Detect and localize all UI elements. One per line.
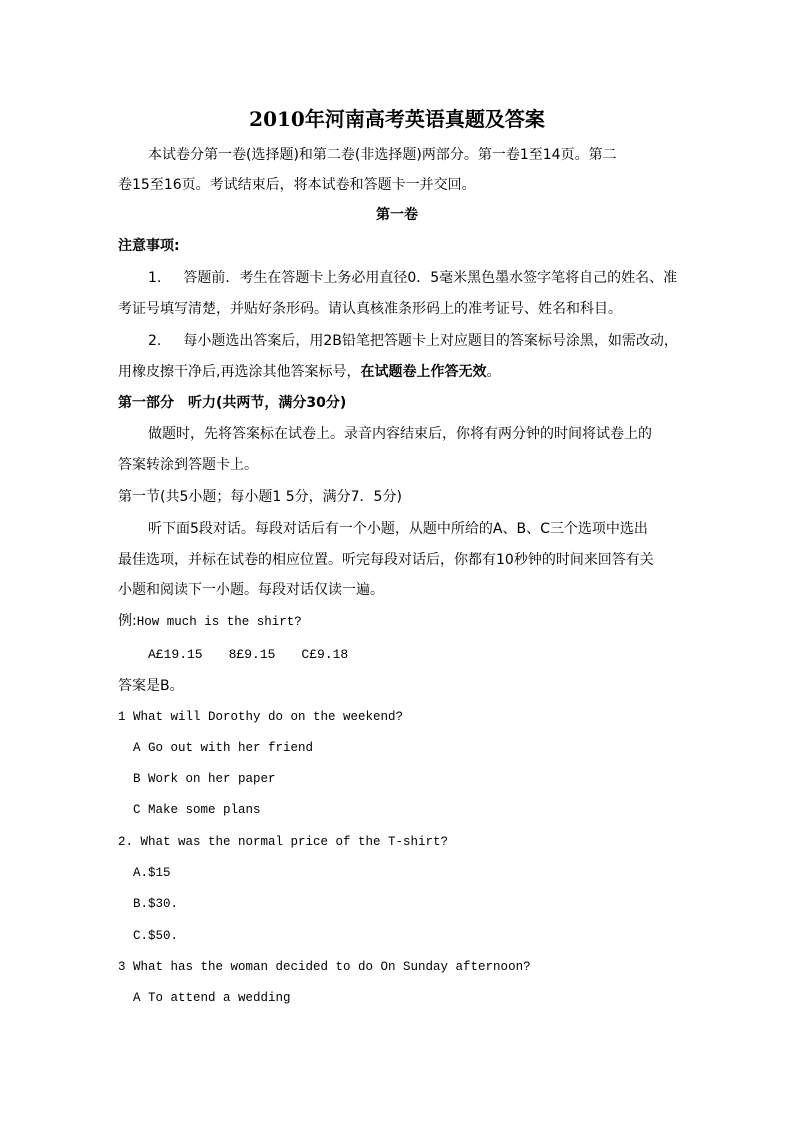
page-title: 2010年河南高考英语真题及答案 <box>249 107 545 131</box>
notice-text: 用橡皮擦干净后,再选涂其他答案标号， <box>118 364 361 380</box>
example-option: A£19.15 <box>148 647 203 662</box>
option: A.$15 <box>133 866 171 880</box>
example-text: How much is the shirt? <box>136 615 302 629</box>
notice-number: 2. <box>148 333 162 349</box>
question-1: 1 What will Dorothy do on the weekend? <box>118 710 404 724</box>
notice-text: 考证号填写清楚，并贴好条形码。请认真核准条形码上的准考证号、姓名和科目。 <box>118 301 622 317</box>
section1-intro: 最佳选项，并标在试卷的相应位置。听完每段对话后，你都有10秒钟的时间来回答有关 <box>118 552 654 568</box>
part1-heading: 第一部分 听力(共两节，满分30分) <box>118 395 347 411</box>
notice-heading: 注意事项: <box>118 238 180 254</box>
example-answer: 答案是B。 <box>118 678 184 694</box>
example-label: 例: <box>118 613 137 629</box>
example-question <box>118 612 302 631</box>
option: C Make some plans <box>133 803 261 817</box>
part1-intro: 答案转涂到答题卡上。 <box>118 457 258 473</box>
intro-line: 卷15至16页。考试结束后，将本试卷和答题卡一并交回。 <box>118 177 476 193</box>
option: B.$30. <box>133 897 179 911</box>
option: A To attend a wedding <box>133 991 291 1005</box>
question-3: 3 What has the woman decided to do On Sunday afternoon? <box>118 960 531 974</box>
example-options <box>148 646 374 664</box>
notice-item-2 <box>148 332 678 350</box>
part1-intro: 做题时，先将答案标在试卷上。录音内容结束后，你将有两分钟的时间将试卷上的 <box>148 426 652 442</box>
notice-text: 每小题选出答案后，用2B铅笔把答题卡上对应题目的答案标号涂黑，如需改动， <box>183 333 678 349</box>
notice-item-1 <box>148 269 677 287</box>
option: B Work on her paper <box>133 772 276 786</box>
option: A Go out with her friend <box>133 741 314 755</box>
example-option: C£9.18 <box>301 647 349 662</box>
section1-intro: 听下面5段对话。每段对话后有一个小题，从题中所给的A、B、C三个选项中选出 <box>148 521 648 537</box>
example-option: 8£9.15 <box>228 647 276 662</box>
notice-text: 答题前．考生在答题卡上务必用直径0．5毫米黑色墨水签字笔将自己的姓名、准 <box>183 270 678 286</box>
notice-line <box>118 363 500 381</box>
intro-line: 本试卷分第一卷(选择题)和第二卷(非选择题)两部分。第一卷1至14页。第二 <box>148 147 617 163</box>
volume-heading: 第一卷 <box>376 207 418 223</box>
notice-text: 。 <box>486 364 501 380</box>
question-2: 2. What was the normal price of the T-shirt? <box>118 835 449 849</box>
notice-number: 1. <box>148 270 162 286</box>
section1-heading: 第一节(共5小题；每小题1 5分，满分7．5分) <box>118 489 402 505</box>
option: C.$50. <box>133 929 179 943</box>
section1-intro: 小题和阅读下一小题。每段对话仅读一遍。 <box>118 582 384 598</box>
notice-emphasis: 在试题卷上作答无效 <box>360 364 487 380</box>
